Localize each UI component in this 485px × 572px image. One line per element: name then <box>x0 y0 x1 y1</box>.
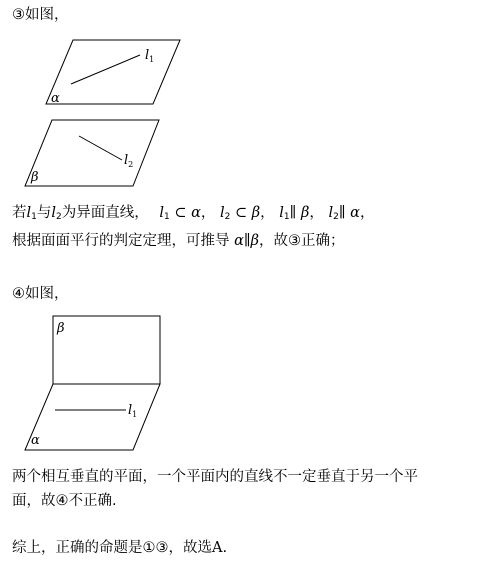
section3-heading: ③如图， <box>12 7 69 23</box>
section3-reasoning: 根据面面平行的判定定理，可推导 α∥β，故③正确； <box>12 233 345 249</box>
line-l1 <box>71 55 140 84</box>
plane-alpha <box>46 40 180 104</box>
section4-text-line1: 两个相互垂直的平面，一个平面内的直线不一定垂直于另一个平 <box>12 469 418 485</box>
figure4 <box>25 316 160 450</box>
section4-heading: ④如图， <box>12 286 69 302</box>
label-beta: β <box>31 170 39 185</box>
line-l2 <box>79 136 122 160</box>
conclusion: 综上，正确的命题是①③，故选A. <box>12 540 228 556</box>
section3-condition: 若$l_1$与$l_2$为异面直线， $l_1$ ⊂ α， $l_2$ ⊂ β， $l_1\parallel$ β， $l_2\parallel$ α， <box>12 205 375 222</box>
section4-text-line2: 面，故④不正确. <box>12 493 117 509</box>
plane-alpha-horizontal <box>25 384 160 450</box>
label-beta-vertical: β <box>57 321 65 336</box>
answer-choice: A <box>212 540 223 556</box>
plane-beta-vertical <box>53 316 160 384</box>
label-l1-fig4: $l_1$ <box>128 403 138 419</box>
label-l2: $l_2$ <box>124 153 134 169</box>
label-alpha: α <box>51 91 60 106</box>
cond-ruo: 若 <box>12 205 27 221</box>
label-alpha-horizontal: α <box>31 433 40 448</box>
figure3 <box>25 40 180 186</box>
plane-beta <box>25 120 159 186</box>
label-l1: $l_1$ <box>145 48 155 64</box>
